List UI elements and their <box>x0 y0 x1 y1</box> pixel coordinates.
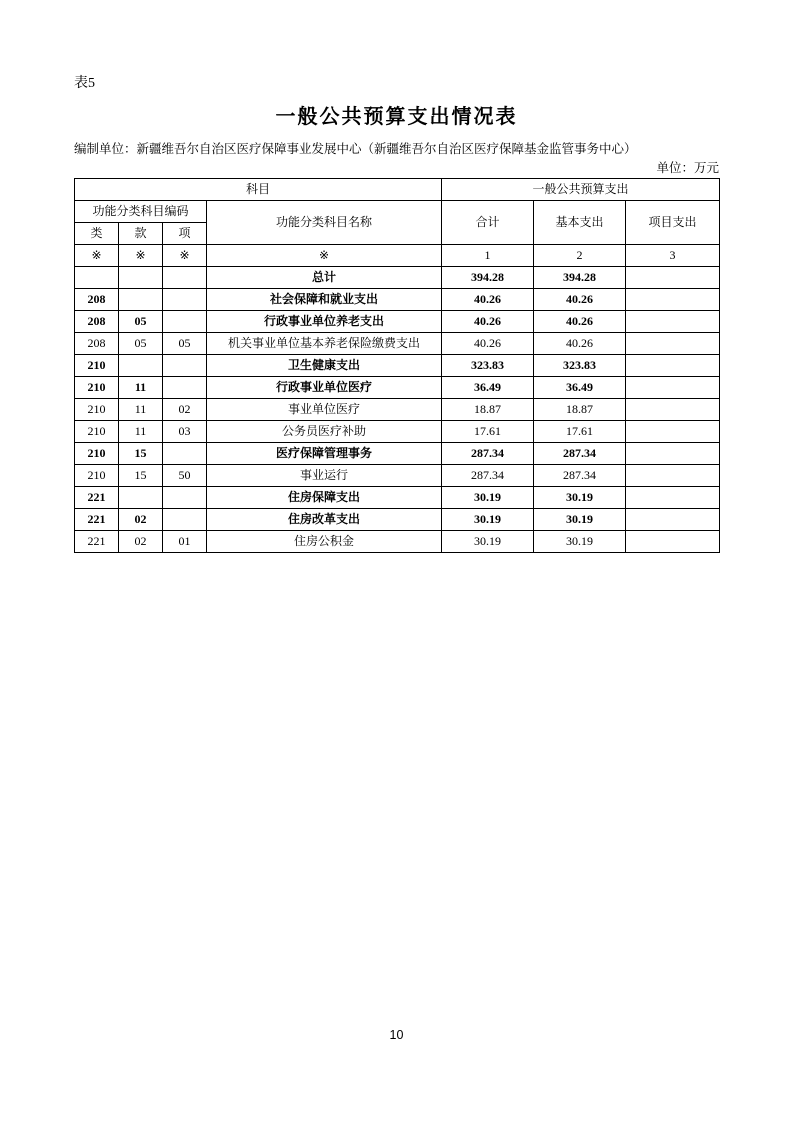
cell-item: 05 <box>163 333 207 355</box>
cell-basic: 18.87 <box>534 399 626 421</box>
header-section: 款 <box>119 223 163 245</box>
cell-item <box>163 377 207 399</box>
header-subject-name: 功能分类科目名称 <box>207 201 442 245</box>
cell-item: 02 <box>163 399 207 421</box>
header-subject-group: 科目 <box>75 179 442 201</box>
cell-basic: 40.26 <box>534 333 626 355</box>
cell-section <box>119 487 163 509</box>
cell-project <box>626 311 720 333</box>
cell-item: 50 <box>163 465 207 487</box>
cell-total: 40.26 <box>442 333 534 355</box>
cell-total: 30.19 <box>442 509 534 531</box>
cell-project <box>626 377 720 399</box>
colnum-section: ※ <box>119 245 163 267</box>
cell-item <box>163 311 207 333</box>
cell-name: 住房保障支出 <box>207 487 442 509</box>
cell-name: 住房改革支出 <box>207 509 442 531</box>
table-header-number-row <box>75 245 720 267</box>
table-header-code-row <box>75 201 720 223</box>
cell-class: 208 <box>75 311 119 333</box>
cell-name: 机关事业单位基本养老保险缴费支出 <box>207 333 442 355</box>
cell-total: 36.49 <box>442 377 534 399</box>
cell-project <box>626 421 720 443</box>
cell-basic: 287.34 <box>534 443 626 465</box>
budget-expenditure-table <box>74 178 720 553</box>
cell-project <box>626 355 720 377</box>
table-row <box>75 289 720 311</box>
cell-class: 208 <box>75 333 119 355</box>
cell-item <box>163 509 207 531</box>
cell-basic: 40.26 <box>534 311 626 333</box>
compiling-unit-line <box>74 140 719 175</box>
cell-class: 210 <box>75 421 119 443</box>
cell-class <box>75 267 119 289</box>
table-row <box>75 487 720 509</box>
table-row <box>75 509 720 531</box>
header-code-group: 功能分类科目编码 <box>75 201 207 223</box>
cell-item <box>163 487 207 509</box>
cell-class: 210 <box>75 355 119 377</box>
table-row <box>75 377 720 399</box>
cell-section: 02 <box>119 531 163 553</box>
cell-class: 210 <box>75 399 119 421</box>
cell-total: 40.26 <box>442 311 534 333</box>
header-basic-expenditure: 基本支出 <box>534 201 626 245</box>
cell-class: 210 <box>75 377 119 399</box>
cell-section <box>119 289 163 311</box>
cell-total: 40.26 <box>442 289 534 311</box>
cell-section: 11 <box>119 377 163 399</box>
cell-total: 287.34 <box>442 465 534 487</box>
table-label: 表5 <box>74 76 95 91</box>
colnum-name: ※ <box>207 245 442 267</box>
cell-name: 卫生健康支出 <box>207 355 442 377</box>
colnum-project: 3 <box>626 245 720 267</box>
cell-project <box>626 487 720 509</box>
cell-class: 221 <box>75 531 119 553</box>
cell-section: 05 <box>119 333 163 355</box>
colnum-item: ※ <box>163 245 207 267</box>
cell-basic: 40.26 <box>534 289 626 311</box>
cell-basic: 323.83 <box>534 355 626 377</box>
table-row <box>75 311 720 333</box>
cell-name: 住房公积金 <box>207 531 442 553</box>
table-row <box>75 267 720 289</box>
table-row <box>75 355 720 377</box>
cell-total: 30.19 <box>442 531 534 553</box>
table-row <box>75 399 720 421</box>
cell-project <box>626 267 720 289</box>
cell-basic: 36.49 <box>534 377 626 399</box>
cell-total: 17.61 <box>442 421 534 443</box>
cell-class: 208 <box>75 289 119 311</box>
colnum-basic: 2 <box>534 245 626 267</box>
table-header-group-row <box>75 179 720 201</box>
cell-basic: 30.19 <box>534 509 626 531</box>
colnum-class: ※ <box>75 245 119 267</box>
cell-total: 394.28 <box>442 267 534 289</box>
table-row <box>75 443 720 465</box>
cell-class: 210 <box>75 443 119 465</box>
cell-project <box>626 509 720 531</box>
header-budget-group: 一般公共预算支出 <box>442 179 720 201</box>
table-row <box>75 465 720 487</box>
cell-basic: 17.61 <box>534 421 626 443</box>
cell-basic: 30.19 <box>534 531 626 553</box>
cell-project <box>626 531 720 553</box>
cell-section: 15 <box>119 465 163 487</box>
cell-name: 事业运行 <box>207 465 442 487</box>
header-item: 项 <box>163 223 207 245</box>
cell-name: 公务员医疗补助 <box>207 421 442 443</box>
cell-name: 行政事业单位医疗 <box>207 377 442 399</box>
cell-name: 总计 <box>207 267 442 289</box>
cell-class: 210 <box>75 465 119 487</box>
cell-section: 11 <box>119 421 163 443</box>
cell-name: 行政事业单位养老支出 <box>207 311 442 333</box>
cell-total: 287.34 <box>442 443 534 465</box>
cell-project <box>626 465 720 487</box>
cell-item <box>163 443 207 465</box>
cell-item <box>163 355 207 377</box>
page-title: 一般公共预算支出情况表 <box>275 106 518 128</box>
cell-basic: 287.34 <box>534 465 626 487</box>
table-row <box>75 531 720 553</box>
cell-total: 18.87 <box>442 399 534 421</box>
header-total: 合计 <box>442 201 534 245</box>
amount-unit-note: 单位：万元 <box>656 161 719 175</box>
cell-name: 事业单位医疗 <box>207 399 442 421</box>
cell-total: 323.83 <box>442 355 534 377</box>
cell-project <box>626 399 720 421</box>
cell-name: 医疗保障管理事务 <box>207 443 442 465</box>
cell-section <box>119 355 163 377</box>
cell-total: 30.19 <box>442 487 534 509</box>
cell-section: 15 <box>119 443 163 465</box>
cell-class: 221 <box>75 509 119 531</box>
header-project-expenditure: 项目支出 <box>626 201 720 245</box>
cell-section <box>119 267 163 289</box>
cell-name: 社会保障和就业支出 <box>207 289 442 311</box>
cell-class: 221 <box>75 487 119 509</box>
cell-project <box>626 443 720 465</box>
cell-project <box>626 333 720 355</box>
cell-item: 01 <box>163 531 207 553</box>
page-number: 10 <box>389 1028 404 1042</box>
cell-section: 02 <box>119 509 163 531</box>
cell-project <box>626 289 720 311</box>
cell-item <box>163 267 207 289</box>
header-class: 类 <box>75 223 119 245</box>
cell-section: 11 <box>119 399 163 421</box>
compiling-unit-text: 编制单位：新疆维吾尔自治区医疗保障事业发展中心（新疆维吾尔自治区医疗保障基金监管事务中心） <box>74 142 637 156</box>
cell-section: 05 <box>119 311 163 333</box>
cell-basic: 30.19 <box>534 487 626 509</box>
table-row <box>75 333 720 355</box>
cell-item: 03 <box>163 421 207 443</box>
table-row <box>75 421 720 443</box>
cell-basic: 394.28 <box>534 267 626 289</box>
colnum-total: 1 <box>442 245 534 267</box>
cell-item <box>163 289 207 311</box>
